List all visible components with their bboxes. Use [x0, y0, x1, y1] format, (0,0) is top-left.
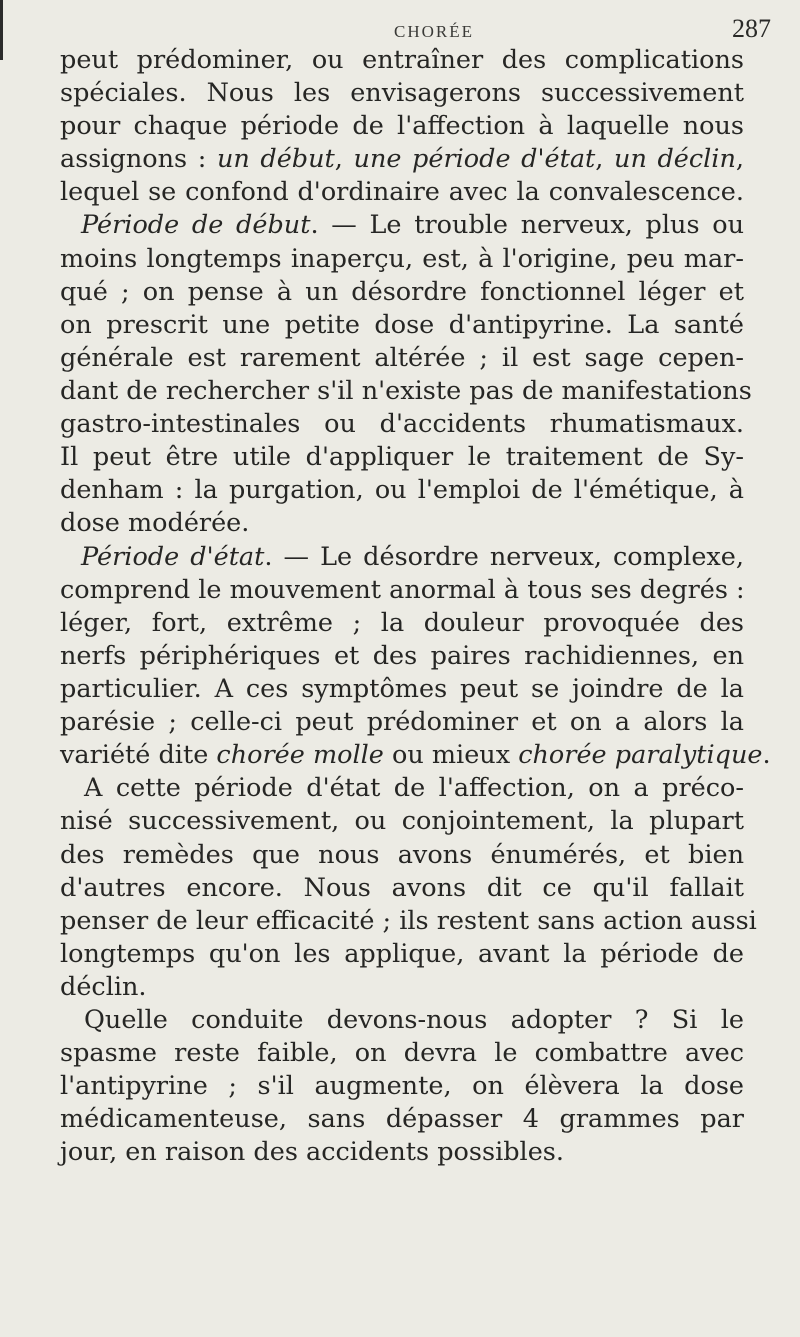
text-line: moins longtemps inaperçu, est, à l'origine, peu mar- [60, 244, 744, 274]
text-line: dant de rechercher s'il n'existe pas de manifestations [60, 376, 752, 406]
text-line: léger, fort, extrême ; la douleur provoquée des [60, 608, 744, 638]
text-line: nisé successivement, ou conjointement, la plupart [60, 806, 744, 836]
text-line: spéciales. Nous les envisagerons successivement [60, 78, 744, 108]
text-line: dose modérée. [60, 508, 250, 538]
text-line: médicamenteuse, sans dépasser 4 grammes par [60, 1104, 744, 1134]
text-line: spasme reste faible, on devra le combattre avec [60, 1038, 744, 1068]
text-line: déclin. [60, 972, 147, 1002]
running-head [0, 8, 800, 42]
text-line: nerfs périphériques et des paires rachidiennes, en [60, 641, 744, 671]
text-line: penser de leur efficacité ; ils restent sans action aussi [60, 906, 757, 936]
page-number: 287 [732, 14, 771, 43]
text-line: l'antipyrine ; s'il augmente, on élèvera la dose [60, 1071, 744, 1101]
text-line: générale est rarement altérée ; il est sage cepen- [60, 343, 744, 373]
text-line: denham : la purgation, ou l'emploi de l'émétique, à [60, 475, 744, 505]
text-line: des remèdes que nous avons énumérés, et bien [60, 840, 744, 870]
text-line: comprend le mouvement anormal à tous ses degrés : [60, 575, 745, 605]
text-line: d'autres encore. Nous avons dit ce qu'il fallait [60, 873, 744, 903]
text-line: on prescrit une petite dose d'antipyrine. La santé [60, 310, 744, 340]
text-line: parésie ; celle-ci peut prédominer et on a alors la [60, 707, 744, 737]
text-line: jour, en raison des accidents possibles. [60, 1137, 564, 1167]
text-line: gastro-intestinales ou d'accidents rhumatismaux. [60, 409, 744, 439]
text-line: pour chaque période de l'affection à laquelle nous [60, 111, 744, 141]
text-line: assignons : un début, une période d'état, un déclin, [60, 144, 744, 174]
text-line: particulier. A ces symptômes peut se joindre de la [60, 674, 744, 704]
text-line: Quelle conduite devons-nous adopter ? Si le [84, 1005, 744, 1035]
running-title: CHORÉE [394, 22, 474, 41]
text-line: variété dite chorée molle ou mieux chorée paralytique. [60, 740, 771, 770]
text-line: lequel se confond d'ordinaire avec la convalescence. [60, 177, 744, 207]
text-line: A cette période d'état de l'affection, on a préco- [84, 773, 744, 803]
text-line: qué ; on pense à un désordre fonctionnel léger et [60, 277, 744, 307]
section-heading-line: Période d'état. — Le désordre nerveux, complexe, [81, 542, 744, 572]
text-line: Il peut être utile d'appliquer le traitement de Sy- [60, 442, 744, 472]
section-heading-line: Période de début. — Le trouble nerveux, plus ou [81, 210, 745, 240]
text-line: longtemps qu'on les applique, avant la période de [60, 939, 744, 969]
text-line: peut prédominer, ou entraîner des complications [60, 45, 744, 75]
